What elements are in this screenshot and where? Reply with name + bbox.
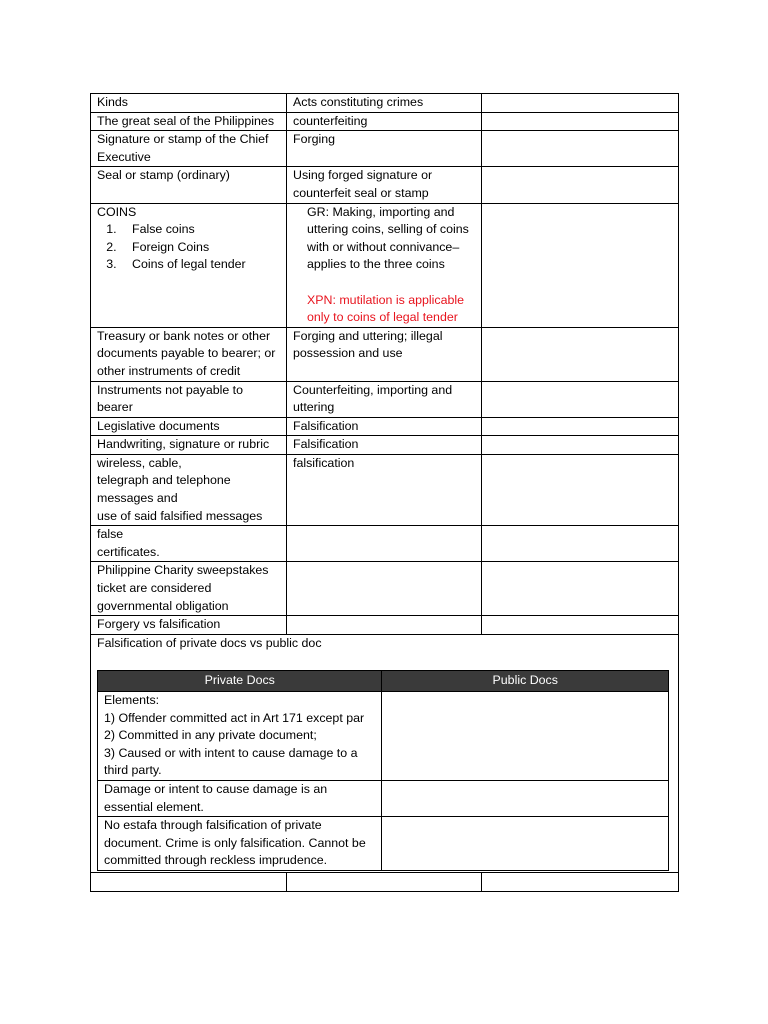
- comparison-row-elements: [98, 692, 669, 781]
- empty-cell: [482, 327, 679, 381]
- kind-cell: Forgery vs falsification: [91, 616, 287, 635]
- comparison-cell: [91, 634, 679, 872]
- kind-line: false: [97, 527, 124, 542]
- element-item: 2) Committed in any private document;: [104, 728, 317, 743]
- coins-kind-cell: [91, 203, 287, 327]
- kind-line: certificates.: [97, 544, 160, 559]
- act-cell: falsification: [287, 454, 482, 525]
- comparison-header-row: [98, 671, 669, 692]
- table-row: [91, 562, 679, 616]
- table-row: [91, 381, 679, 417]
- table-row: [91, 417, 679, 436]
- empty-cell: [482, 417, 679, 436]
- element-item: 3) Caused or with intent to cause damage to a third party.: [104, 745, 358, 778]
- kind-cell: Signature or stamp of the Chief Executive: [91, 131, 287, 167]
- header-kinds: Kinds: [91, 94, 287, 113]
- empty-cell: [482, 454, 679, 525]
- empty-cell: [482, 616, 679, 635]
- kind-cell: Handwriting, signature or rubric: [91, 436, 287, 455]
- table-row: [91, 167, 679, 203]
- act-cell: Falsification: [287, 436, 482, 455]
- kind-cell: Legislative documents: [91, 417, 287, 436]
- table-row: [91, 436, 679, 455]
- empty-cell: [482, 436, 679, 455]
- kind-cell: Philippine Charity sweepstakes ticket are considered governmental obligation: [91, 562, 287, 616]
- table-row: [91, 454, 679, 525]
- public-empty-cell: [382, 817, 669, 871]
- empty-cell: [482, 112, 679, 131]
- elements-heading: Elements:: [104, 693, 160, 707]
- coins-title: COINS: [97, 204, 137, 219]
- empty-cell: [91, 872, 287, 891]
- comparison-title: Falsification of private docs vs public doc: [97, 635, 322, 650]
- public-docs-header: Public Docs: [382, 671, 669, 692]
- table-header-row: [91, 94, 679, 113]
- coin-item: 3. Coins of legal tender: [120, 256, 280, 274]
- table-row: [91, 616, 679, 635]
- table-row: [91, 526, 679, 562]
- header-extra: [482, 94, 679, 113]
- act-cell: Falsification: [287, 417, 482, 436]
- act-cell: [287, 562, 482, 616]
- table-row: [91, 112, 679, 131]
- header-acts: Acts constituting crimes: [287, 94, 482, 113]
- kind-line: use of said falsified messages: [97, 508, 263, 523]
- coin-item: 2. Foreign Coins: [120, 239, 280, 257]
- table-row: [91, 131, 679, 167]
- act-cell: [287, 616, 482, 635]
- empty-cell: [482, 167, 679, 203]
- coins-exception: XPN: mutilation is applicable only to coins of legal tender: [307, 292, 465, 325]
- private-damage-cell: Damage or intent to cause damage is an essential element.: [98, 780, 382, 816]
- private-docs-header: Private Docs: [98, 671, 382, 692]
- coin-item: 1. False coins: [120, 221, 280, 239]
- empty-cell: [482, 526, 679, 562]
- act-cell: Forging: [287, 131, 482, 167]
- empty-row: [91, 872, 679, 891]
- empty-cell: [482, 562, 679, 616]
- private-elements-cell: [98, 692, 382, 781]
- kind-cell: The great seal of the Philippines: [91, 112, 287, 131]
- kind-cell: Seal or stamp (ordinary): [91, 167, 287, 203]
- act-cell: counterfeiting: [287, 112, 482, 131]
- act-cell: [287, 526, 482, 562]
- crimes-table: [90, 93, 679, 892]
- kind-cell: [91, 526, 287, 562]
- kind-line: wireless, cable,: [97, 455, 182, 470]
- public-empty-cell: [382, 780, 669, 816]
- kind-cell: Instruments not payable to bearer: [91, 381, 287, 417]
- coins-general-rule: GR: Making, importing and uttering coins, selling of coins with or without connivance– applies to the three coins: [307, 204, 469, 272]
- empty-cell: [287, 872, 482, 891]
- empty-cell: [482, 381, 679, 417]
- act-cell: Counterfeiting, importing and uttering: [287, 381, 482, 417]
- table-row: [91, 327, 679, 381]
- element-item: 1) Offender committed act in Art 171 except par: [104, 710, 365, 725]
- comparison-row-damage: [98, 780, 669, 816]
- empty-cell: [482, 131, 679, 167]
- act-cell: Using forged signature or counterfeit seal or stamp: [287, 167, 482, 203]
- coins-row: [91, 203, 679, 327]
- act-cell: Forging and uttering; illegal possession and use: [287, 327, 482, 381]
- coins-list: [97, 221, 280, 274]
- private-estafa-cell: No estafa through falsification of private document. Crime is only falsification. Cannot be committed through reckless imprudence.: [98, 817, 382, 871]
- comparison-table: [97, 670, 669, 871]
- public-empty-cell: [382, 692, 669, 781]
- comparison-row: [91, 634, 679, 872]
- empty-cell: [482, 872, 679, 891]
- kind-line: telegraph and telephone messages and: [97, 473, 231, 506]
- coins-act-cell: [287, 203, 482, 327]
- kind-cell: [91, 454, 287, 525]
- empty-cell: [482, 203, 679, 327]
- comparison-row-estafa: [98, 817, 669, 871]
- kind-cell: Treasury or bank notes or other documents payable to bearer; or other instruments of credit: [91, 327, 287, 381]
